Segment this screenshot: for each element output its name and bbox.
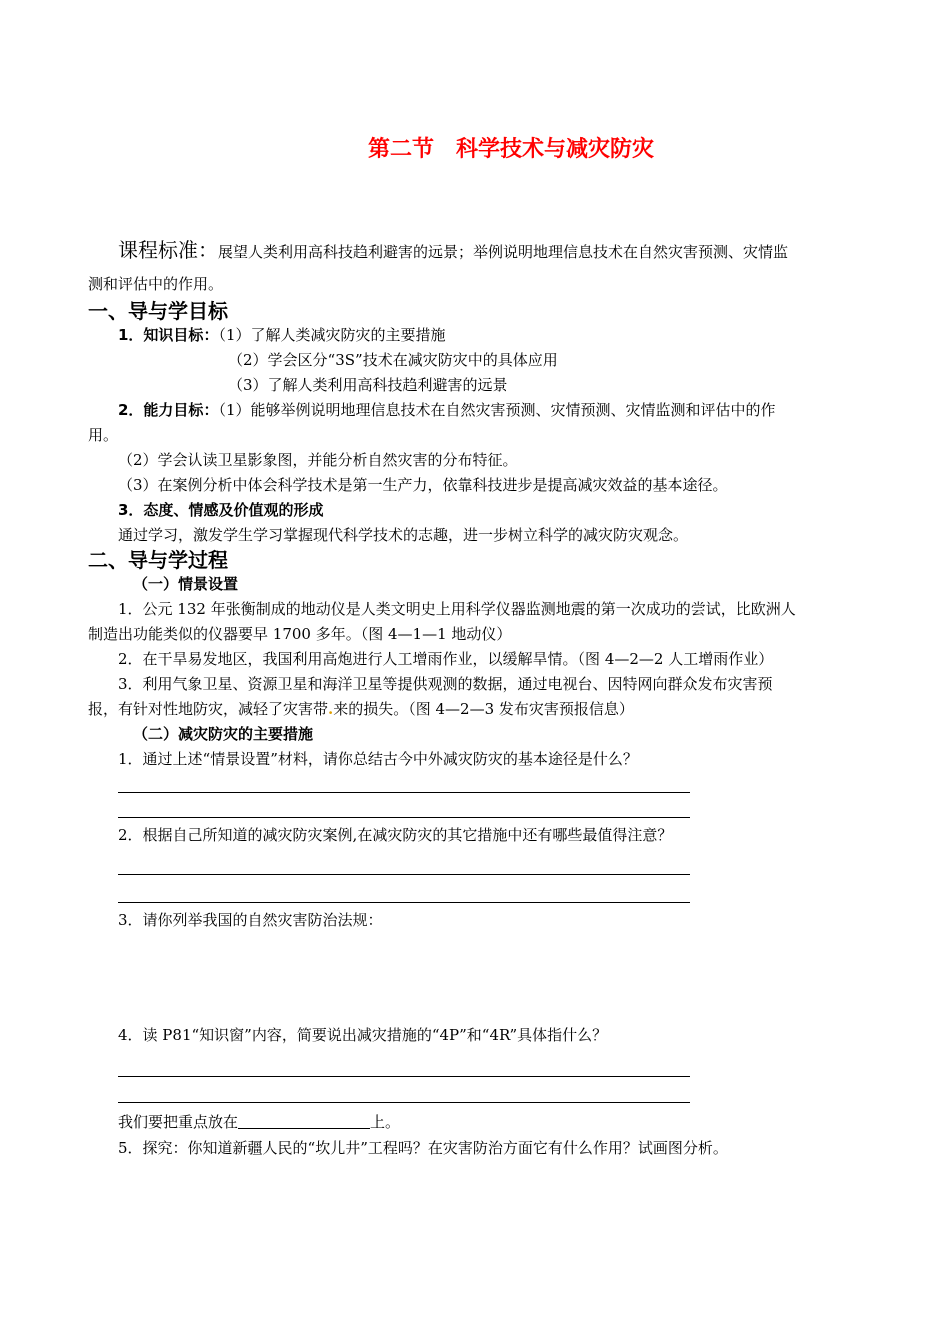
section2-heading: 二、导与学过程: [88, 548, 228, 572]
attitude-goal-label: 3．态度、情感及价值观的形成: [118, 501, 324, 519]
scenario-3-cont: [88, 697, 634, 721]
scenario-3: 3．利用气象卫星、资源卫星和海洋卫星等提供观测的数据，通过电视台、因特网向群众发布灾害预: [118, 675, 773, 693]
knowledge-goal-1: [118, 323, 446, 347]
question-4: 4．读 P81“知识窗”内容，简要说出减灾措施的“4P”和“4R”具体指什么？: [118, 1026, 608, 1044]
knowledge-goal-2: （2）学会区分“3S”技术在减灾防灾中的具体应用: [228, 351, 558, 369]
ability-goal-1: [118, 398, 776, 422]
scenario-1-cont: 制造出功能类似的仪器要早 1700 多年。（图 4—1—1 地动仪）: [88, 625, 512, 643]
answer-line[interactable]: [118, 1076, 690, 1077]
answer-line[interactable]: [118, 1102, 690, 1103]
question-2: 2．根据自己所知道的减灾防灾案例,在减灾防灾的其它措施中还有哪些最值得注意？: [118, 826, 673, 844]
knowledge-goal-text: （1）了解人类减灾防灾的主要措施: [218, 326, 446, 344]
ability-goal-3: （3）在案例分析中体会科学技术是第一生产力，依靠科技进步是提高减灾效益的基本途径。: [118, 476, 728, 494]
ability-goal-text: （1）能够举例说明地理信息技术在自然灾害预测、灾情预测、灾情监测和评估中的作: [218, 401, 776, 419]
scenario-3-text-a: 报，有针对性地防灾，减轻了灾害带: [88, 700, 329, 718]
ability-goal-1-cont: 用。: [88, 426, 119, 444]
scenario-1: 1．公元 132 年张衡制成的地动仪是人类文明史上用科学仪器监测地震的第一次成功的尝试，比欧洲人: [118, 600, 796, 618]
answer-line[interactable]: [118, 792, 690, 793]
question-5: 5．探究：你知道新疆人民的“坎儿井”工程吗？在灾害防治方面它有什么作用？试画图分析。: [118, 1139, 728, 1157]
focus-text-pre: 我们要把重点放在: [118, 1113, 239, 1131]
knowledge-goal-3: （3）了解人类利用高科技趋利避害的远景: [228, 376, 508, 394]
scenario-2: 2．在干旱易发地区，我国利用高炮进行人工增雨作业，以缓解旱情。（图 4—2—2 人工增雨作业）: [118, 650, 774, 668]
course-standard: [118, 238, 788, 264]
focus-blank[interactable]: [238, 1112, 370, 1129]
attitude-goal-text: 通过学习，激发学生学习掌握现代科学技术的志趣，进一步树立科学的减灾防灾观念。: [118, 526, 689, 544]
focus-sentence: [118, 1110, 400, 1134]
focus-text-post: 上。: [370, 1113, 401, 1131]
question-1: 1．通过上述“情景设置”材料，请你总结古今中外减灾防灾的基本途径是什么？: [118, 750, 638, 768]
ability-goal-label: 2．能力目标：: [118, 401, 219, 419]
answer-line[interactable]: [118, 874, 690, 875]
subsection-scenario: （一）情景设置: [133, 575, 239, 593]
answer-line[interactable]: [118, 902, 690, 903]
stray-dot: .: [328, 700, 334, 718]
course-standard-text-cont: 测和评估中的作用。: [88, 275, 224, 293]
course-standard-label: 课程标准：: [118, 238, 218, 262]
ability-goal-2: （2）学会认读卫星影象图，并能分析自然灾害的分布特征。: [118, 451, 518, 469]
question-3: 3．请你列举我国的自然灾害防治法规：: [118, 911, 383, 929]
knowledge-goal-label: 1．知识目标：: [118, 326, 219, 344]
course-standard-text: 展望人类利用高科技趋利避害的远景；举例说明地理信息技术在自然灾害预测、灾情监: [218, 243, 789, 261]
section1-heading: 一、导与学目标: [88, 299, 228, 323]
answer-line[interactable]: [118, 817, 690, 818]
subsection-measures: （二）减灾防灾的主要措施: [133, 725, 314, 743]
scenario-3-text-b: 来的损失。（图 4—2—3 发布灾害预报信息）: [333, 700, 634, 718]
page-title: 第二节 科学技术与减灾防灾: [368, 137, 655, 162]
